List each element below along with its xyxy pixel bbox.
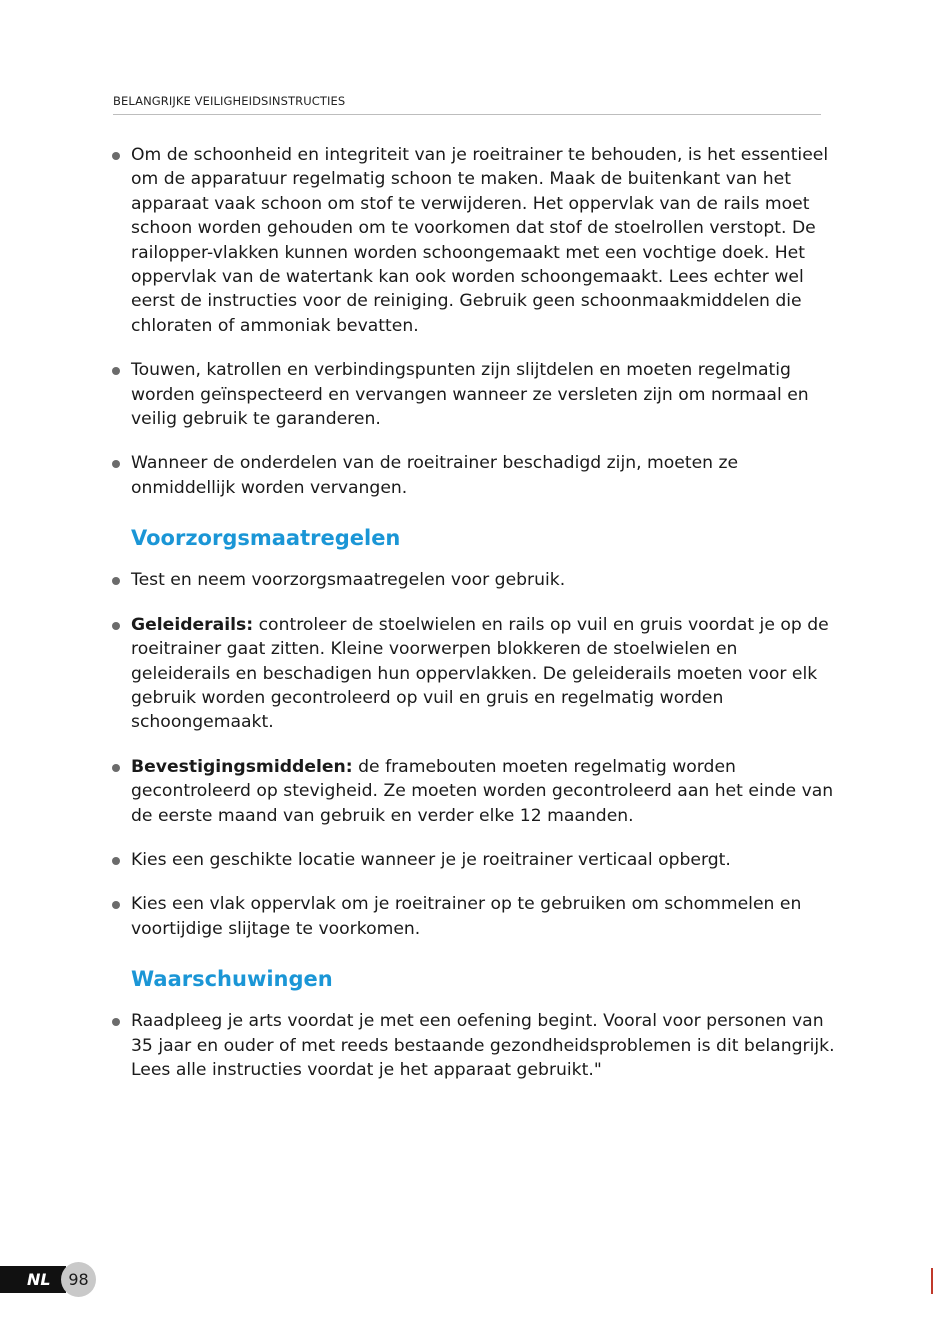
- list-item-text: Kies een geschikte locatie wanneer je je roeitrainer verticaal opbergt.: [131, 849, 731, 870]
- list-item: [110, 892, 836, 941]
- list-item-text: Om de schoonheid en integriteit van je roeitrainer te behouden, is het essentieel om de apparatuur regelmatig schoon te maken. Maak de buitenkant van het apparaat vaak schoon om stof te verwijderen. Het oppervlak van de rails moet schoon worden gehouden om te voorkomen dat stof de stoelrollen verstopt. De railopper-vlakken kunnen worden schoongemaakt met een vochtige doek. Het oppervlak van de watertank kan ook worden schoongemaakt. Lees echter wel eerst de instructies voor de reiniging. Gebruik geen schoonmaakmiddelen die chloraten of ammoniak bevatten.: [131, 145, 829, 336]
- bullet-icon: [112, 152, 120, 160]
- list-item: [110, 451, 836, 500]
- list-item: [110, 848, 836, 872]
- bullet-icon: [112, 367, 120, 375]
- list-item-text: controleer de stoelwielen en rails op vuil en gruis voordat je op de roeitrainer gaat zitten. Kleine voorwerpen blokkeren de stoelwielen en geleiderails en beschadigen hun oppervlakken. De geleiderails moeten voor elk gebruik worden gecontroleerd op vuil en gruis en regelmatig worden schoongemaakt.: [131, 614, 829, 733]
- list-item-term: Geleiderails:: [131, 614, 254, 635]
- list-item-text: Raadpleeg je arts voordat je met een oefening begint. Vooral voor personen van 35 jaar en ouder of met reeds bestaande gezondheidsproblemen is dit belangrijk. Lees alle instructies voordat je het apparaat gebruikt.": [131, 1011, 835, 1080]
- bullet-icon: [112, 857, 120, 865]
- page-header: [113, 93, 821, 115]
- list-item: [110, 568, 836, 592]
- page-number: 98: [68, 1269, 89, 1289]
- list-item: [110, 143, 836, 338]
- edge-marker: [931, 1268, 933, 1294]
- bullet-icon: [112, 460, 120, 468]
- section-title-precautions: Voorzorgsmaatregelen: [131, 526, 401, 551]
- page-number-badge: [61, 1262, 96, 1297]
- list-item-text: Kies een vlak oppervlak om je roeitrainer op te gebruiken om schommelen en voortijdige slijtage te voorkomen.: [131, 894, 802, 939]
- list-item-term: Bevestigingsmiddelen:: [131, 756, 353, 777]
- bullet-icon: [112, 764, 120, 772]
- bullet-icon: [112, 901, 120, 909]
- footer-language: NL: [27, 1270, 51, 1289]
- list-item: [110, 613, 836, 735]
- bullet-icon: [112, 577, 120, 585]
- page-header-title: BELANGRIJKE VEILIGHEIDSINSTRUCTIES: [113, 94, 346, 108]
- list-item-text: Wanneer de onderdelen van de roeitrainer beschadigd zijn, moeten ze onmiddellijk worden vervangen.: [131, 453, 739, 498]
- list-item-text: Touwen, katrollen en verbindingspunten zijn slijtdelen en moeten regelmatig worden geïnspecteerd en vervangen wanneer ze versleten zijn om normaal en veilig gebruik te garanderen.: [131, 360, 809, 430]
- section-title-warnings: Waarschuwingen: [131, 967, 333, 992]
- page-content: [110, 143, 836, 1102]
- list-item: [110, 755, 836, 828]
- list-item: [110, 358, 836, 431]
- bullet-icon: [112, 622, 120, 630]
- list-item-text: Test en neem voorzorgsmaatregelen voor gebruik.: [131, 570, 566, 591]
- bullet-icon: [112, 1018, 120, 1026]
- list-item: [110, 1009, 836, 1082]
- list-item-text: de framebouten moeten regelmatig worden gecontroleerd op stevigheid. Ze moeten worden gecontroleerd aan het einde van de eerste maand van gebruik en verder elke 12 maanden.: [131, 756, 834, 826]
